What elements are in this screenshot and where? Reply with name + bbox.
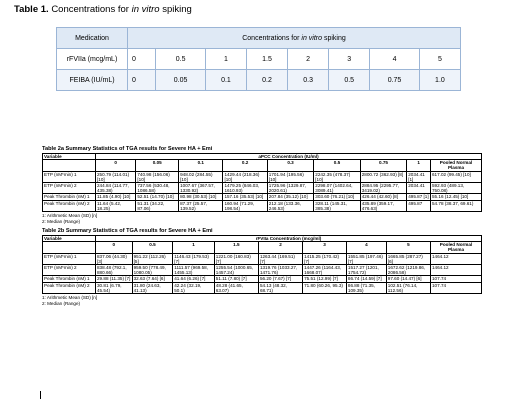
table2a-cell: 244.84 (114.77, 435.38) <box>96 183 136 194</box>
table2b-col-header: 0 <box>96 242 133 253</box>
table2a-cell: 617.02 (99.45) [10] <box>431 171 482 182</box>
table1-cell: 3 <box>329 49 370 70</box>
table1-cell: 0 <box>128 49 156 70</box>
table2a-cell: 250.79 (114.01) [10] <box>96 171 136 182</box>
table2a-cell: 495.87 [1] <box>408 194 429 200</box>
table1-row-rfviia <box>57 49 461 70</box>
table2b-cell: 29.88 (11.35) [7] <box>97 276 131 282</box>
table2a-cell: 157.16 (35.53) [10] <box>223 194 267 200</box>
table2a-cell: 948.02 (284.55) [10] <box>179 171 223 182</box>
table2b-cell: 86.74 (14.59) [7] <box>346 276 386 282</box>
table2b-footnotes <box>42 295 97 306</box>
table2b-cell: 97.60 (14.47) [6] <box>386 276 430 282</box>
table2b-cell: 1263.44 (169.51) [7] <box>258 253 302 264</box>
table2b-row <box>43 282 482 293</box>
table1-cell: 0 <box>128 70 156 91</box>
table2b-title: Table 2b Summary Statistics of TGA results for Severe HA + Emi <box>42 228 213 234</box>
table2a-cell: 2884.95 (2295.77, 3419.02) <box>360 183 406 194</box>
table2a-col-header: Pooled Normal Plasma <box>431 160 482 171</box>
table2a-col-header: 1 <box>407 160 431 171</box>
table2b-row-label: ETP (nM*min) 2 <box>43 265 96 276</box>
table2b-cell: 1517.27 (1201, 1754.72) <box>346 265 386 276</box>
table1-cell: 1.5 <box>246 49 287 70</box>
table2a-cell: 1429.44 (218.36) [10] <box>223 171 267 182</box>
table1-row-label: rFVIIa (mcg/mL) <box>57 49 128 70</box>
table2b-col-header: 1 <box>173 242 215 253</box>
table2b-cell: 54.13 (48.32, 68.71) <box>258 282 302 293</box>
table2a-cell: 2034.41 [1] <box>407 171 431 182</box>
table2b-cell: 837.06 (44.30) [3] <box>96 253 133 264</box>
table2b-col-header: 0.5 <box>132 242 173 253</box>
table2b-row <box>43 276 482 282</box>
table2b-cell: 1464.12 <box>431 253 482 264</box>
table2b-cell: 1221.00 (160.83) [7] <box>214 253 258 264</box>
table2b <box>42 235 482 294</box>
table2a-col-header: 0.2 <box>223 160 267 171</box>
table1 <box>56 27 461 91</box>
table1-title-post: spiking <box>159 4 192 15</box>
table1-title-pre: Concentrations for <box>51 4 132 15</box>
table1-cell: 2 <box>288 49 329 70</box>
table2a-col-header: 0.05 <box>136 160 179 171</box>
table2a-cell: 328.11 (145.31, 385.38) <box>314 200 360 211</box>
table1-header-concentrations: Concentrations for in vitro spiking <box>128 28 461 49</box>
table2b-row <box>43 253 482 264</box>
table2a-col-header: 0.3 <box>267 160 313 171</box>
table1-title <box>14 4 192 15</box>
table2a-row-label: ETP (nM*min) 1 <box>43 171 96 182</box>
table2a-cell: 212.18 (133.36, 246.53) <box>267 200 313 211</box>
table2b-cell: 31.80 (24.63, 41.13) <box>132 282 173 293</box>
table2b-cell: 1255.54 (1000.65, 1457.24) <box>214 265 258 276</box>
table2a-empty-header <box>43 160 96 171</box>
table2a-cell: 207.84 (35.12) [10] <box>267 194 313 200</box>
table2a-cell: 740.98 (156.06) [10] <box>136 171 179 182</box>
table2b-cell: 1464.12 <box>431 265 482 276</box>
table2b-cell: 86.88 (71.35, 109.35) <box>346 282 386 293</box>
table2a-cell: 495.87 <box>407 200 431 211</box>
table2b-cell: 75.51 (12.99) [7] <box>303 276 347 282</box>
table1-title-italic: in vitro <box>131 4 160 15</box>
table2a-concentration-header: aPCC Concentration (IU/ml) <box>96 154 482 160</box>
table2b-row-label: Peak Thrombin (nM) 1 <box>43 276 96 282</box>
table2b-footnote-1: 1: Arithmetic Mean (SD) [n] <box>42 295 98 300</box>
table2b-row <box>43 265 482 276</box>
table2b-footnote-2: 2: Median (Range) <box>42 300 81 306</box>
table2b-cell: 1665.85 (287.27) [6] <box>386 253 430 264</box>
table2b-cell: 838.48 (792.1, 880.66) <box>96 265 133 276</box>
table2a-title: Table 2a Summary Statistics of TGA results for Severe HA + Emi <box>42 146 213 152</box>
table2a <box>42 153 482 212</box>
table2b-cell: 1319.76 (1033.27, 1471.76) <box>258 265 302 276</box>
table2b-cell: 51.11 (7.80) [7] <box>214 276 258 282</box>
table2a-cell: 1007.67 (367.57, 1330.92) <box>179 183 223 194</box>
table2a-cell: 1725.96 (1329.87, 2020.61) <box>267 183 313 194</box>
table1-cell: 0.5 <box>156 49 206 70</box>
table2b-cell: 107.74 <box>431 276 482 282</box>
table2a-cell: 592.93 (489.13, 750.08) <box>431 183 482 194</box>
table2a-col-header: 0.75 <box>360 160 406 171</box>
table2a-col-header: 0 <box>96 160 136 171</box>
table1-cell: 5 <box>419 49 460 70</box>
table2b-cell: 1146.43 (179.53) [7] <box>173 253 215 264</box>
table2a-cell: 1701.94 (195.56) [10] <box>267 171 313 182</box>
table2a-col-header: 0.1 <box>179 160 223 171</box>
table2b-cell: 32.63 (7.64) [6] <box>132 276 173 282</box>
table2a-cell: 11.85 (4.90) [10] <box>96 194 136 200</box>
table2a-cell: 2242.35 (478.37) [10] <box>314 171 360 182</box>
table1-cell: 0.2 <box>246 70 287 91</box>
table2a-col-header: 0.5 <box>314 160 360 171</box>
table2b-cell: 41.64 (6.26) [7] <box>173 276 215 282</box>
table2a-footnote-2: 2: Median (Range) <box>42 218 81 224</box>
table2b-col-header: 5 <box>386 242 430 253</box>
table2a-cell: 303.60 (76.21) [10] <box>314 194 360 200</box>
table2a-row <box>43 194 482 200</box>
table2b-body <box>43 253 482 293</box>
table1-cell: 1.0 <box>419 70 460 91</box>
table2b-col-header: 3 <box>303 242 347 253</box>
table1-cell: 0.75 <box>370 70 420 91</box>
text-cursor <box>40 391 41 399</box>
table2a-row <box>43 183 482 194</box>
table2a-cell: 2034.41 <box>407 183 431 194</box>
table2b-col-header: 2 <box>258 242 302 253</box>
table2a-footnote-1: 1: Arithmetic Mean (SD) [n] <box>42 213 98 218</box>
table1-cell: 4 <box>370 49 420 70</box>
table2b-cell: 1551.85 (197.46) [7] <box>346 253 386 264</box>
table2b-row-label: Peak Thrombin (nM) 2 <box>43 282 96 293</box>
table1-header-medication: Medication <box>57 28 128 49</box>
table2a-cell: 160.94 (71.29, 198.54) <box>223 200 267 211</box>
table2a-cell: 2298.07 (1402.64, 3089.41) <box>314 183 360 194</box>
table2a-cell: 1479.25 (846.03, 1610.93) <box>223 183 267 194</box>
table2a-cell: 11.64 (5.42, 18.25) <box>96 200 136 211</box>
table2b-col-header: Pooled Normal Plasma <box>431 242 482 253</box>
table2b-variable-header: Variable <box>43 236 96 242</box>
table2b-col-header: 1.5 <box>214 242 258 253</box>
table2a-footnotes <box>42 213 97 224</box>
table2b-empty-header <box>43 242 96 253</box>
table2a-cell: 55.16 (12.45) [10] <box>431 194 482 200</box>
table2a-cell: 51.31 (34.22, 87.06) <box>136 200 179 211</box>
table2b-cell: 56.20 (7.67) [7] <box>258 276 302 282</box>
table2a-row-label: Peak Thrombin (nM) 1 <box>43 194 96 200</box>
table1-row-feiba <box>57 70 461 91</box>
table1-cell: 0.05 <box>156 70 206 91</box>
table2b-cell: 42.24 (32.19, 50.1) <box>173 282 215 293</box>
table2b-concentration-header: rFVIIa Concentration (mcg/ml) <box>96 236 482 242</box>
table2b-cell: 107.74 <box>431 282 482 293</box>
table2b-cell: 1672.62 (1219.86, 2086.58) <box>386 265 430 276</box>
table1-number: Table 1. <box>14 4 49 15</box>
table2a-cell: 435.89 (359.17, 476.63) <box>360 200 406 211</box>
table2b-col-header: 4 <box>346 242 386 253</box>
table1-cell: 0.3 <box>288 70 329 91</box>
table2a-row-label: ETP (nM*min) 2 <box>43 183 96 194</box>
table1-cell: 0.5 <box>329 70 370 91</box>
table2a-row-label: Peak Thrombin (nM) 2 <box>43 200 96 211</box>
table2b-cell: 1111.57 (969.58, 1455.13) <box>173 265 215 276</box>
table2a-cell: 2800.72 (362.93) [8] <box>360 171 406 182</box>
table2b-cell: 1415.25 (170.42) [7] <box>303 253 347 264</box>
table2a-cell: 80.98 (30.53) [10] <box>179 194 223 200</box>
table2a-row <box>43 171 482 182</box>
table2b-cell: 71.80 (60.26, 95.3) <box>303 282 347 293</box>
table2a-cell: 737.56 (530.48, 1086.58) <box>136 183 179 194</box>
table2a-body <box>43 171 482 211</box>
table2a-cell: 54.78 (38.37, 69.61) <box>431 200 482 211</box>
table2b-cell: 30.81 (6.79, 45.54) <box>96 282 133 293</box>
table2a-cell: 426.44 (42.60) [8] <box>360 194 406 200</box>
table2a-cell: 87.37 (25.57, 139.52) <box>179 200 223 211</box>
table1-cell: 1 <box>205 49 246 70</box>
table2a-row <box>43 200 482 211</box>
table2b-cell: 102.51 (76.14, 112.56) <box>386 282 430 293</box>
table2b-row-label: ETP (nM*min) 1 <box>43 253 96 264</box>
table2b-cell: 1447.26 (1164.43, 1668.07) <box>303 265 347 276</box>
table2b-cell: 959.50 (778.49, 1080.05) <box>132 265 173 276</box>
table2b-cell: 951.22 (112.26) [5] <box>132 253 173 264</box>
table2b-cell: 48.28 (41.65, 63.07) <box>214 282 258 293</box>
table2a-cell: 52.51 (14.70) [10] <box>136 194 179 200</box>
table1-row-label: FEIBA (IU/mL) <box>57 70 128 91</box>
table2a-variable-header: Variable <box>43 154 96 160</box>
table1-cell: 0.1 <box>205 70 246 91</box>
